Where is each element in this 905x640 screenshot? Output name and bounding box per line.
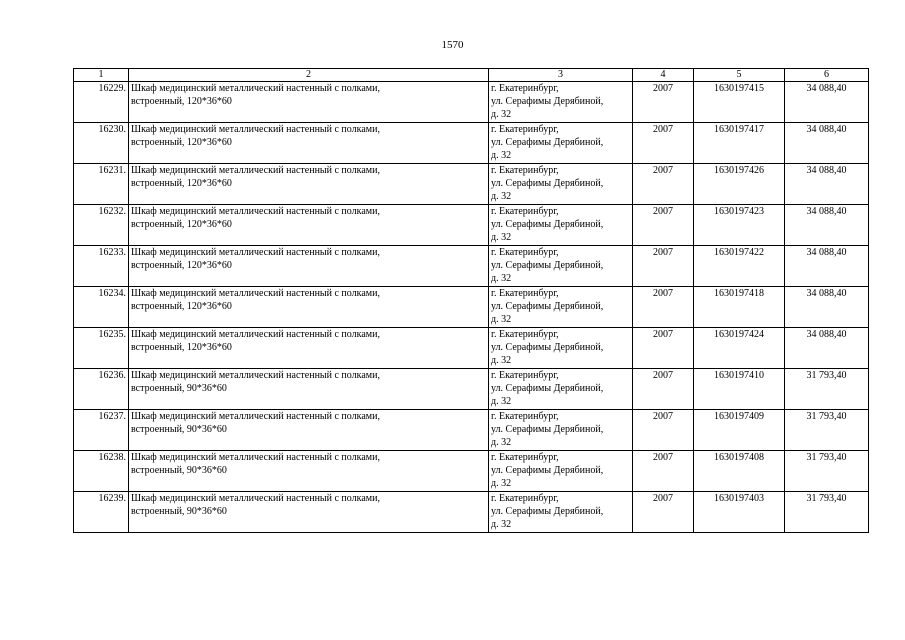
row-number: 16231. [74, 164, 129, 205]
item-address-line: д. 32 [491, 478, 512, 489]
item-address-line: г. Екатеринбург, [491, 370, 559, 381]
row-number: 16230. [74, 123, 129, 164]
item-name-line: Шкаф медицинский металлический настенный с полками, [131, 83, 380, 94]
item-year: 2007 [633, 123, 694, 164]
item-name [129, 205, 489, 246]
item-name-line: Шкаф медицинский металлический настенный с полками, [131, 206, 380, 217]
column-header: 2 [129, 69, 489, 82]
item-name-line: встроенный, 120*36*60 [131, 178, 232, 189]
item-cost: 31 793,40 [785, 451, 869, 492]
table-row [74, 328, 869, 369]
item-year: 2007 [633, 328, 694, 369]
item-name-line: встроенный, 90*36*60 [131, 506, 227, 517]
item-year: 2007 [633, 246, 694, 287]
row-number: 16229. [74, 82, 129, 123]
item-address-line: г. Екатеринбург, [491, 124, 559, 135]
item-year: 2007 [633, 287, 694, 328]
item-address-line: ул. Серафимы Дерябиной, [491, 424, 604, 435]
item-name [129, 410, 489, 451]
item-address-line: д. 32 [491, 232, 512, 243]
item-address [489, 369, 633, 410]
item-address-line: г. Екатеринбург, [491, 206, 559, 217]
item-year: 2007 [633, 82, 694, 123]
item-address-line: д. 32 [491, 519, 512, 530]
item-address-line: д. 32 [491, 273, 512, 284]
item-address [489, 410, 633, 451]
item-year: 2007 [633, 492, 694, 533]
item-address-line: ул. Серафимы Дерябиной, [491, 506, 604, 517]
item-address-line: г. Екатеринбург, [491, 329, 559, 340]
item-name [129, 492, 489, 533]
item-name-line: Шкаф медицинский металлический настенный с полками, [131, 370, 380, 381]
item-name-line: встроенный, 120*36*60 [131, 96, 232, 107]
row-number: 16232. [74, 205, 129, 246]
item-address-line: д. 32 [491, 437, 512, 448]
item-address [489, 82, 633, 123]
item-name-line: встроенный, 90*36*60 [131, 424, 227, 435]
item-address-line: д. 32 [491, 396, 512, 407]
item-name-line: встроенный, 120*36*60 [131, 260, 232, 271]
item-address-line: ул. Серафимы Дерябиной, [491, 465, 604, 476]
item-inventory-number: 1630197424 [694, 328, 785, 369]
row-number: 16237. [74, 410, 129, 451]
item-inventory-number: 1630197403 [694, 492, 785, 533]
row-number: 16238. [74, 451, 129, 492]
item-address [489, 328, 633, 369]
item-name [129, 451, 489, 492]
table-row [74, 164, 869, 205]
table-row [74, 123, 869, 164]
item-year: 2007 [633, 410, 694, 451]
item-name-line: Шкаф медицинский металлический настенный с полками, [131, 247, 380, 258]
item-year: 2007 [633, 205, 694, 246]
table-row [74, 287, 869, 328]
item-cost: 34 088,40 [785, 205, 869, 246]
table-row [74, 369, 869, 410]
item-address [489, 205, 633, 246]
item-inventory-number: 1630197409 [694, 410, 785, 451]
item-address-line: г. Екатеринбург, [491, 452, 559, 463]
item-address [489, 287, 633, 328]
item-name-line: встроенный, 120*36*60 [131, 137, 232, 148]
item-address-line: д. 32 [491, 314, 512, 325]
item-address [489, 451, 633, 492]
item-address-line: г. Екатеринбург, [491, 288, 559, 299]
item-address [489, 164, 633, 205]
item-name-line: Шкаф медицинский металлический настенный с полками, [131, 329, 380, 340]
item-address-line: д. 32 [491, 355, 512, 366]
item-address-line: ул. Серафимы Дерябиной, [491, 96, 604, 107]
item-address-line: ул. Серафимы Дерябиной, [491, 383, 604, 394]
item-address-line: ул. Серафимы Дерябиной, [491, 342, 604, 353]
column-header: 5 [694, 69, 785, 82]
item-address-line: г. Екатеринбург, [491, 83, 559, 94]
item-name [129, 164, 489, 205]
table-row [74, 492, 869, 533]
item-cost: 34 088,40 [785, 123, 869, 164]
page-number: 1570 [441, 39, 464, 51]
item-year: 2007 [633, 164, 694, 205]
item-address-line: ул. Серафимы Дерябиной, [491, 301, 604, 312]
item-name [129, 246, 489, 287]
item-address-line: г. Екатеринбург, [491, 165, 559, 176]
row-number: 16239. [74, 492, 129, 533]
item-name-line: встроенный, 90*36*60 [131, 383, 227, 394]
item-name-line: Шкаф медицинский металлический настенный с полками, [131, 493, 380, 504]
row-number: 16235. [74, 328, 129, 369]
item-cost: 31 793,40 [785, 369, 869, 410]
item-inventory-number: 1630197418 [694, 287, 785, 328]
item-name-line: встроенный, 120*36*60 [131, 342, 232, 353]
item-address-line: д. 32 [491, 150, 512, 161]
item-address-line: ул. Серафимы Дерябиной, [491, 178, 604, 189]
item-name [129, 328, 489, 369]
item-name-line: Шкаф медицинский металлический настенный с полками, [131, 288, 380, 299]
item-address-line: ул. Серафимы Дерябиной, [491, 137, 604, 148]
item-cost: 34 088,40 [785, 82, 869, 123]
item-name-line: Шкаф медицинский металлический настенный с полками, [131, 124, 380, 135]
item-cost: 31 793,40 [785, 410, 869, 451]
item-name-line: Шкаф медицинский металлический настенный с полками, [131, 411, 380, 422]
column-header: 1 [74, 69, 129, 82]
table-row [74, 246, 869, 287]
header-row [74, 69, 869, 82]
item-inventory-number: 1630197410 [694, 369, 785, 410]
item-address-line: ул. Серафимы Дерябиной, [491, 219, 604, 230]
item-name [129, 123, 489, 164]
item-year: 2007 [633, 451, 694, 492]
item-name-line: Шкаф медицинский металлический настенный с полками, [131, 165, 380, 176]
column-header: 6 [785, 69, 869, 82]
item-name-line: встроенный, 120*36*60 [131, 219, 232, 230]
item-inventory-number: 1630197408 [694, 451, 785, 492]
item-cost: 34 088,40 [785, 246, 869, 287]
item-address-line: г. Екатеринбург, [491, 493, 559, 504]
item-address-line: д. 32 [491, 191, 512, 202]
item-address [489, 123, 633, 164]
item-name [129, 369, 489, 410]
table-row [74, 82, 869, 123]
item-inventory-number: 1630197422 [694, 246, 785, 287]
item-name-line: Шкаф медицинский металлический настенный с полками, [131, 452, 380, 463]
item-cost: 34 088,40 [785, 328, 869, 369]
column-header: 4 [633, 69, 694, 82]
row-number: 16233. [74, 246, 129, 287]
item-year: 2007 [633, 369, 694, 410]
item-address-line: ул. Серафимы Дерябиной, [491, 260, 604, 271]
item-address-line: г. Екатеринбург, [491, 411, 559, 422]
item-address-line: г. Екатеринбург, [491, 247, 559, 258]
table-row [74, 205, 869, 246]
item-address-line: д. 32 [491, 109, 512, 120]
column-header: 3 [489, 69, 633, 82]
row-number: 16236. [74, 369, 129, 410]
table-row [74, 410, 869, 451]
item-address [489, 492, 633, 533]
item-cost: 31 793,40 [785, 492, 869, 533]
item-name [129, 287, 489, 328]
table-row [74, 451, 869, 492]
item-name-line: встроенный, 120*36*60 [131, 301, 232, 312]
item-inventory-number: 1630197423 [694, 205, 785, 246]
item-name-line: встроенный, 90*36*60 [131, 465, 227, 476]
item-name [129, 82, 489, 123]
item-inventory-number: 1630197415 [694, 82, 785, 123]
item-inventory-number: 1630197417 [694, 123, 785, 164]
property-table [73, 68, 869, 533]
item-cost: 34 088,40 [785, 287, 869, 328]
item-address [489, 246, 633, 287]
item-inventory-number: 1630197426 [694, 164, 785, 205]
row-number: 16234. [74, 287, 129, 328]
item-cost: 34 088,40 [785, 164, 869, 205]
